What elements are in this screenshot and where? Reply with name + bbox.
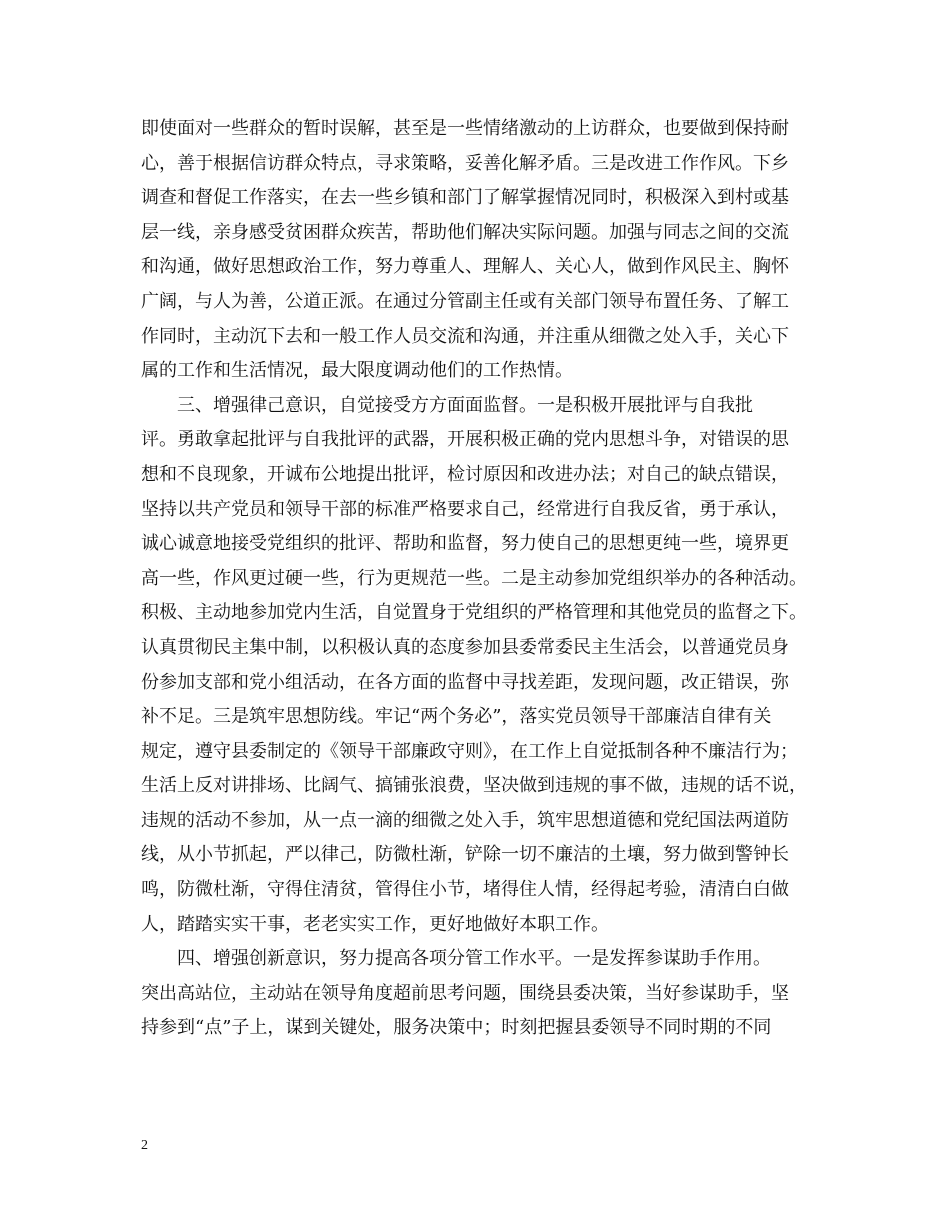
body-text (141, 112, 821, 1046)
text-line: 高一些，作风更过硬一些，行为更规范一些。二是主动参加党组织举办的各种活动。 (141, 567, 807, 589)
text-line: 份参加支部和党小组活动，在各方面的监督中寻找差距，发现问题，改正错误，弥 (141, 671, 789, 693)
page-number: 2 (141, 1138, 148, 1153)
text-line: 属的工作和生活情况，最大限度调动他们的工作热情。 (141, 360, 573, 382)
text-line: 积极、主动地参加党内生活，自觉置身于党组织的严格管理和其他党员的监督之下。 (141, 602, 807, 624)
text-line: 想和不良现象，开诚布公地提出批评，检讨原因和改进办法；对自己的缺点错误， (141, 463, 789, 485)
text-line: 规定，遵守县委制定的《领导干部廉政守则》，在工作上自觉抵制各种不廉洁行为； (141, 740, 798, 762)
text-line: 持参到“点”子上，谋到关键处，服务决策中；时刻把握县委领导不同时期的不同 (141, 1017, 772, 1039)
text-line: 心，善于根据信访群众特点，寻求策略，妥善化解矛盾。三是改进工作作风。下乡 (141, 152, 789, 174)
text-line: 即使面对一些群众的暂时误解，甚至是一些情绪激动的上访群众，也要做到保持耐 (141, 118, 789, 139)
section-heading-line: 三、增强律己意识，自觉接受方方面面监督。一是积极开展批评与自我批 (177, 394, 753, 416)
text-line: 诚心诚意地接受党组织的批评、帮助和监督，努力使自己的思想更纯一些，境界更 (141, 533, 789, 555)
text-line: 广阔，与人为善，公道正派。在通过分管副主任或有关部门领导布置任务、了解工 (141, 290, 789, 312)
text-line: 线，从小节抓起，严以律己，防微杜渐，铲除一切不廉洁的土壤，努力做到警钟长 (141, 844, 789, 866)
text-line: 鸣，防微杜渐，守得住清贫，管得住小节，堵得住人情，经得起考验，清清白白做 (141, 879, 789, 901)
text-line: 作同时，主动沉下去和一般工作人员交流和沟通，并注重从细微之处入手，关心下 (141, 325, 789, 347)
text-line: 突出高站位，主动站在领导角度超前思考问题，围绕县委决策，当好参谋助手，坚 (141, 982, 789, 1004)
text-line: 人，踏踏实实干事，老老实实工作，更好地做好本职工作。 (141, 913, 609, 935)
text-line: 坚持以共产党员和领导干部的标准严格要求自己，经常进行自我反省，勇于承认， (141, 498, 789, 520)
text-line: 评。勇敢拿起批评与自我批评的武器，开展积极正确的党内思想斗争，对错误的思 (141, 429, 789, 451)
text-line: 补不足。三是筑牢思想防线。牢记“两个务必”，落实党员领导干部廉洁自律有关 (141, 706, 772, 728)
text-line: 违规的活动不参加，从一点一滴的细微之处入手，筑牢思想道德和党纪国法两道防 (141, 809, 789, 831)
section-heading-line: 四、增强创新意识，努力提高各项分管工作水平。一是发挥参谋助手作用。 (177, 948, 771, 970)
text-line: 调查和督促工作落实，在去一些乡镇和部门了解掌握情况同时，积极深入到村或基 (141, 187, 789, 209)
text-line: 认真贯彻民主集中制，以积极认真的态度参加县委常委民主生活会，以普通党员身 (141, 636, 789, 658)
text-line: 和沟通，做好思想政治工作，努力尊重人、理解人、关心人，做到作风民主、胸怀 (141, 256, 789, 278)
text-line: 生活上反对讲排场、比阔气、搞铺张浪费，坚决做到违规的事不做，违规的话不说， (141, 775, 807, 797)
text-line: 层一线，亲身感受贫困群众疾苦，帮助他们解决实际问题。加强与同志之间的交流 (141, 221, 789, 243)
